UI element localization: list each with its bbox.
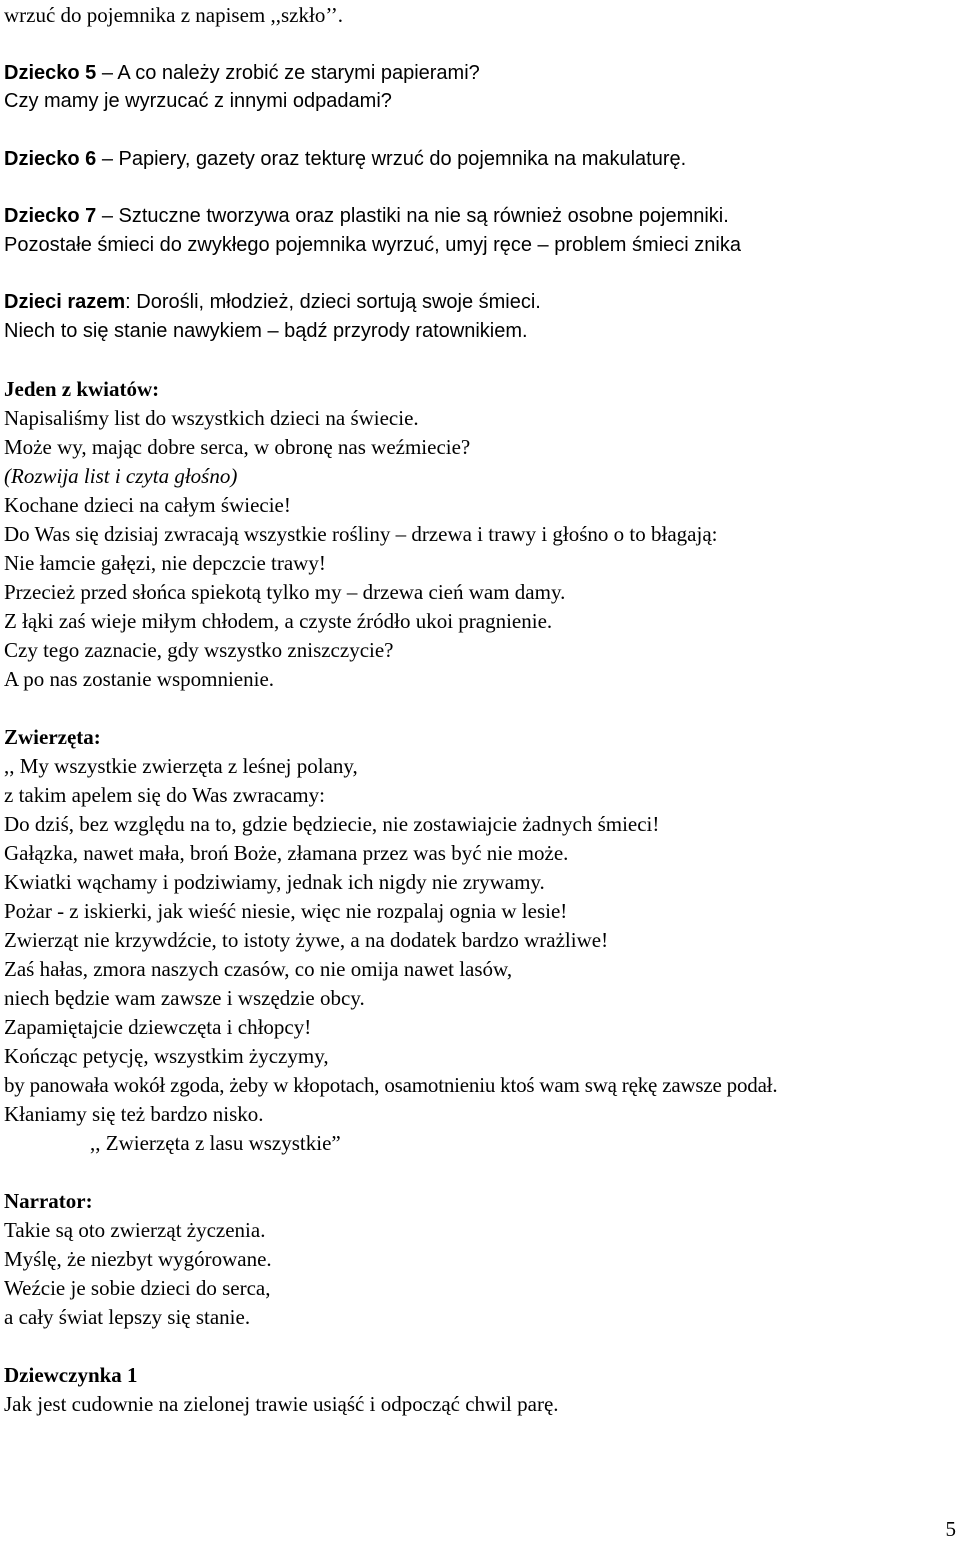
speaker-heading: Zwierzęta: xyxy=(4,725,101,749)
text-line: by panowała wokół zgoda, żeby w kłopotach, osamotnieniu ktoś wam swą rękę zawsze podał. xyxy=(4,1073,778,1097)
dialogue-line: Dziecko 6 – Papiery, gazety oraz tekturę wrzuć do pojemnika na makulaturę. xyxy=(4,148,687,170)
text-line: Do Was się dzisiaj zwracają wszystkie rośliny – drzewa i trawy i głośno o to błagają: xyxy=(4,522,718,546)
text-line: Napisaliśmy list do wszystkich dzieci na świecie. xyxy=(4,406,419,430)
text-line: Myślę, że niezbyt wygórowane. xyxy=(4,1247,272,1271)
text-line: Kochane dzieci na całym świecie! xyxy=(4,493,291,517)
text-line: Kończąc petycję, wszystkim życzymy, xyxy=(4,1044,329,1068)
speaker-label: Dzieci razem xyxy=(4,291,126,313)
text-line: Takie są oto zwierząt życzenia. xyxy=(4,1218,266,1242)
text-line: Kwiatki wąchamy i podziwiamy, jednak ich nigdy nie zrywamy. xyxy=(4,870,545,894)
text-line: Może wy, mając dobre serca, w obronę nas weźmiecie? xyxy=(4,435,471,459)
text-line: Niech to się stanie nawykiem – bądź przyrody ratownikiem. xyxy=(4,320,528,342)
text-line: ,, My wszystkie zwierzęta z leśnej polany, xyxy=(4,754,358,778)
speaker-label: Dziecko 7 xyxy=(4,205,97,227)
speaker-heading: Narrator: xyxy=(4,1189,93,1213)
text-line: Zaś hałas, zmora naszych czasów, co nie omija nawet lasów, xyxy=(4,957,513,981)
text-line: Jak jest cudownie na zielonej trawie usiąść i odpocząć chwil parę. xyxy=(4,1392,559,1416)
text-line: Pozostałe śmieci do zwykłego pojemnika wyrzuć, umyj ręce – problem śmieci znika xyxy=(4,234,741,256)
text-line: Weźcie je sobie dzieci do serca, xyxy=(4,1276,271,1300)
dialogue-line: Dziecko 5 – A co należy zrobić ze starymi papierami? xyxy=(4,62,480,84)
text-line: Gałązka, nawet mała, broń Boże, złamana przez was być nie może. xyxy=(4,841,569,865)
text-line: A po nas zostanie wspomnienie. xyxy=(4,667,275,691)
text-line: Nie łamcie gałęzi, nie depczcie trawy! xyxy=(4,551,326,575)
text-line: niech będzie wam zawsze i wszędzie obcy. xyxy=(4,986,365,1010)
text-line: Zapamiętajcie dziewczęta i chłopcy! xyxy=(4,1015,312,1039)
text-line: Do dziś, bez względu na to, gdzie będziecie, nie zostawiajcie żadnych śmieci! xyxy=(4,812,660,836)
text-line: wrzuć do pojemnika z napisem ,,szkło’’. xyxy=(4,3,344,27)
letter-signature: ,, Zwierzęta z lasu wszystkie” xyxy=(90,1131,341,1155)
text-line: Z łąki zaś wieje miłym chłodem, a czyste źródło ukoi pragnienie. xyxy=(4,609,553,633)
text-line: a cały świat lepszy się stanie. xyxy=(4,1305,251,1329)
speaker-heading: Dziewczynka 1 xyxy=(4,1363,138,1387)
speaker-label: Dziecko 6 xyxy=(4,148,97,170)
stage-direction: (Rozwija list i czyta głośno) xyxy=(4,464,238,488)
speaker-label: Dziecko 5 xyxy=(4,62,97,84)
dialogue-line: Dzieci razem: Dorośli, młodzież, dzieci sortują swoje śmieci. xyxy=(4,291,541,313)
text-line: z takim apelem się do Was zwracamy: xyxy=(4,783,325,807)
dialogue-line: Dziecko 7 – Sztuczne tworzywa oraz plastiki na nie są również osobne pojemniki. xyxy=(4,205,729,227)
text-line: Czy mamy je wyrzucać z innymi odpadami? xyxy=(4,90,392,112)
text-line: Czy tego zaznacie, gdy wszystko zniszczycie? xyxy=(4,638,394,662)
text-line: Pożar - z iskierki, jak wieść niesie, więc nie rozpalaj ognia w lesie! xyxy=(4,899,568,923)
text-line: Kłaniamy się też bardzo nisko. xyxy=(4,1102,264,1126)
text-line: Przecież przed słońca spiekotą tylko my – drzewa cień wam damy. xyxy=(4,580,566,604)
page-number: 5 xyxy=(945,1517,956,1541)
speaker-heading: Jeden z kwiatów: xyxy=(4,377,160,401)
text-line: Zwierząt nie krzywdźcie, to istoty żywe, a na dodatek bardzo wrażliwe! xyxy=(4,928,609,952)
